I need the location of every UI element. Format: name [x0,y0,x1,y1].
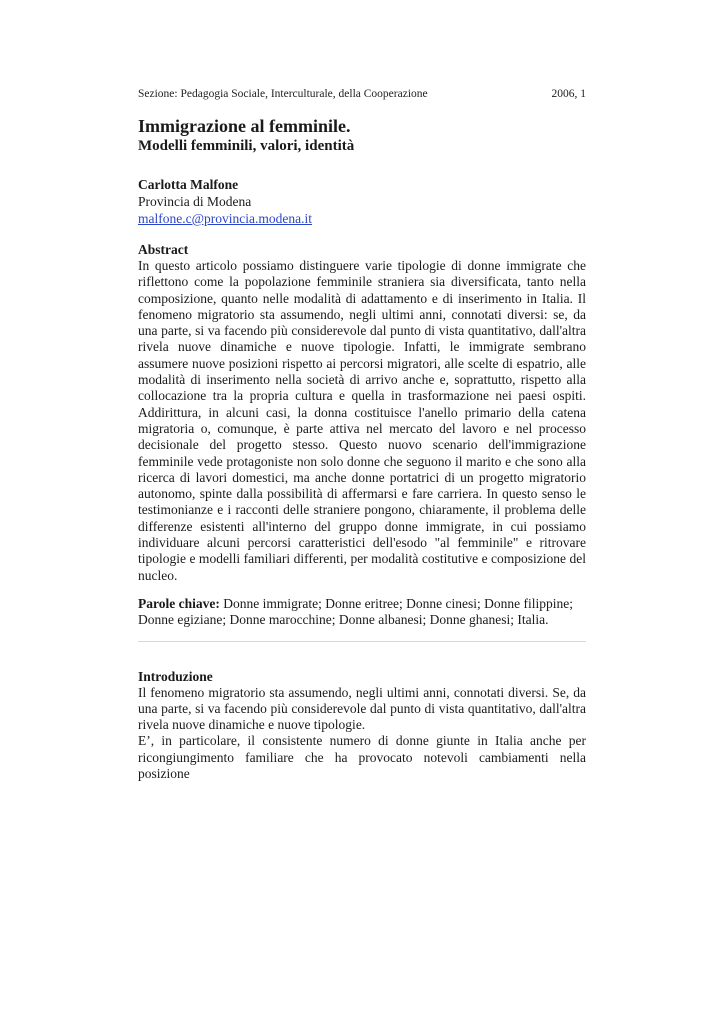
document-page [138,86,586,782]
author-affiliation: Provincia di Modena [138,194,252,209]
journal-section: Sezione: Pedagogia Sociale, Interculturale, della Cooperazione [138,88,428,100]
abstract-heading: Abstract [138,242,189,257]
keywords-list: Donne immigrate; Donne eritree; Donne cinesi; Donne filippine; Donne egiziane; Donne marocchine; Donne albanesi; Donne ghanesi; Italia. [138,595,574,628]
keywords-label: Parole chiave: [138,595,220,611]
author-email-link[interactable]: malfone.c@provincia.modena.it [138,211,312,226]
introduction-paragraph: E’, in particolare, il consistente numero di donne giunte in Italia anche per ricongiungimento familiare che ha provocato notevoli cambiamenti nella posizione [138,733,586,782]
abstract-text: In questo articolo possiamo distinguere varie tipologie di donne immigrate che riflettono come la popolazione femminile straniera sia diversificata, tanto nella composizione, quanto nelle modalità di adattamento e di inserimento in Italia. Il fenomeno migratorio sta assumendo, negli ultimi anni, connotati diversi: se, da una parte, si va facendo più considerevole dal punto di vista quantitativo, dall'altra rivela nuove dinamiche e nuove tipologie. Infatti, le immigrate sembrano assumere nuove posizioni rispetto ai percorsi migratori, alle scelte di espatrio, alle modalità di inserimento nella società di arrivo anche e, soprattutto, rispetto alla collocazione tra la propria cultura e quella in trasformazione nei paesi ospiti. Addirittura, in alcuni casi, la donna costituisce l'anello primario della catena migratoria o, comunque, è parte attiva nel mercato del lavoro e nel processo decisionale del progetto stesso. Questo nuovo scenario dell'immigrazione femminile vede protagoniste non solo donne che seguono il marito e che sono alla ricerca di lavori domestici, ma anche donne portatrici di un progetto migratorio autonomo, spinte dalla possibilità di affermarsi e fare carriera. In questo senso le testimonianze e i racconti delle straniere pongono, chiaramente, il problema delle differenze esistenti all'interno del gruppo donne immigrate, in cui possiamo individuare alcuni percorsi caratteristici dell'esodo "al femminile" e ritrovare tipologie e modelli familiari differenti, per modalità costitutive e composizione del nucleo. [138,258,586,583]
article-subtitle: Modelli femminili, valori, identità [138,138,355,154]
keywords [138,596,586,629]
issue-number: 2006, 1 [551,88,586,100]
author-block [138,176,586,227]
introduction-heading: Introduzione [138,668,213,684]
running-header [138,86,586,102]
introduction-section [138,668,586,783]
introduction-paragraph: Il fenomeno migratorio sta assumendo, negli ultimi anni, connotati diversi. Se, da una parte, si va facendo più considerevole dal punto di vista quantitativo, dall'altra rivela nuove dinamiche e nuove tipologie. [138,684,586,733]
author-name: Carlotta Malfone [138,177,239,192]
title-block [138,116,586,156]
abstract-section [138,241,586,584]
section-divider [138,641,586,642]
article-title: Immigrazione al femminile. [138,116,351,136]
